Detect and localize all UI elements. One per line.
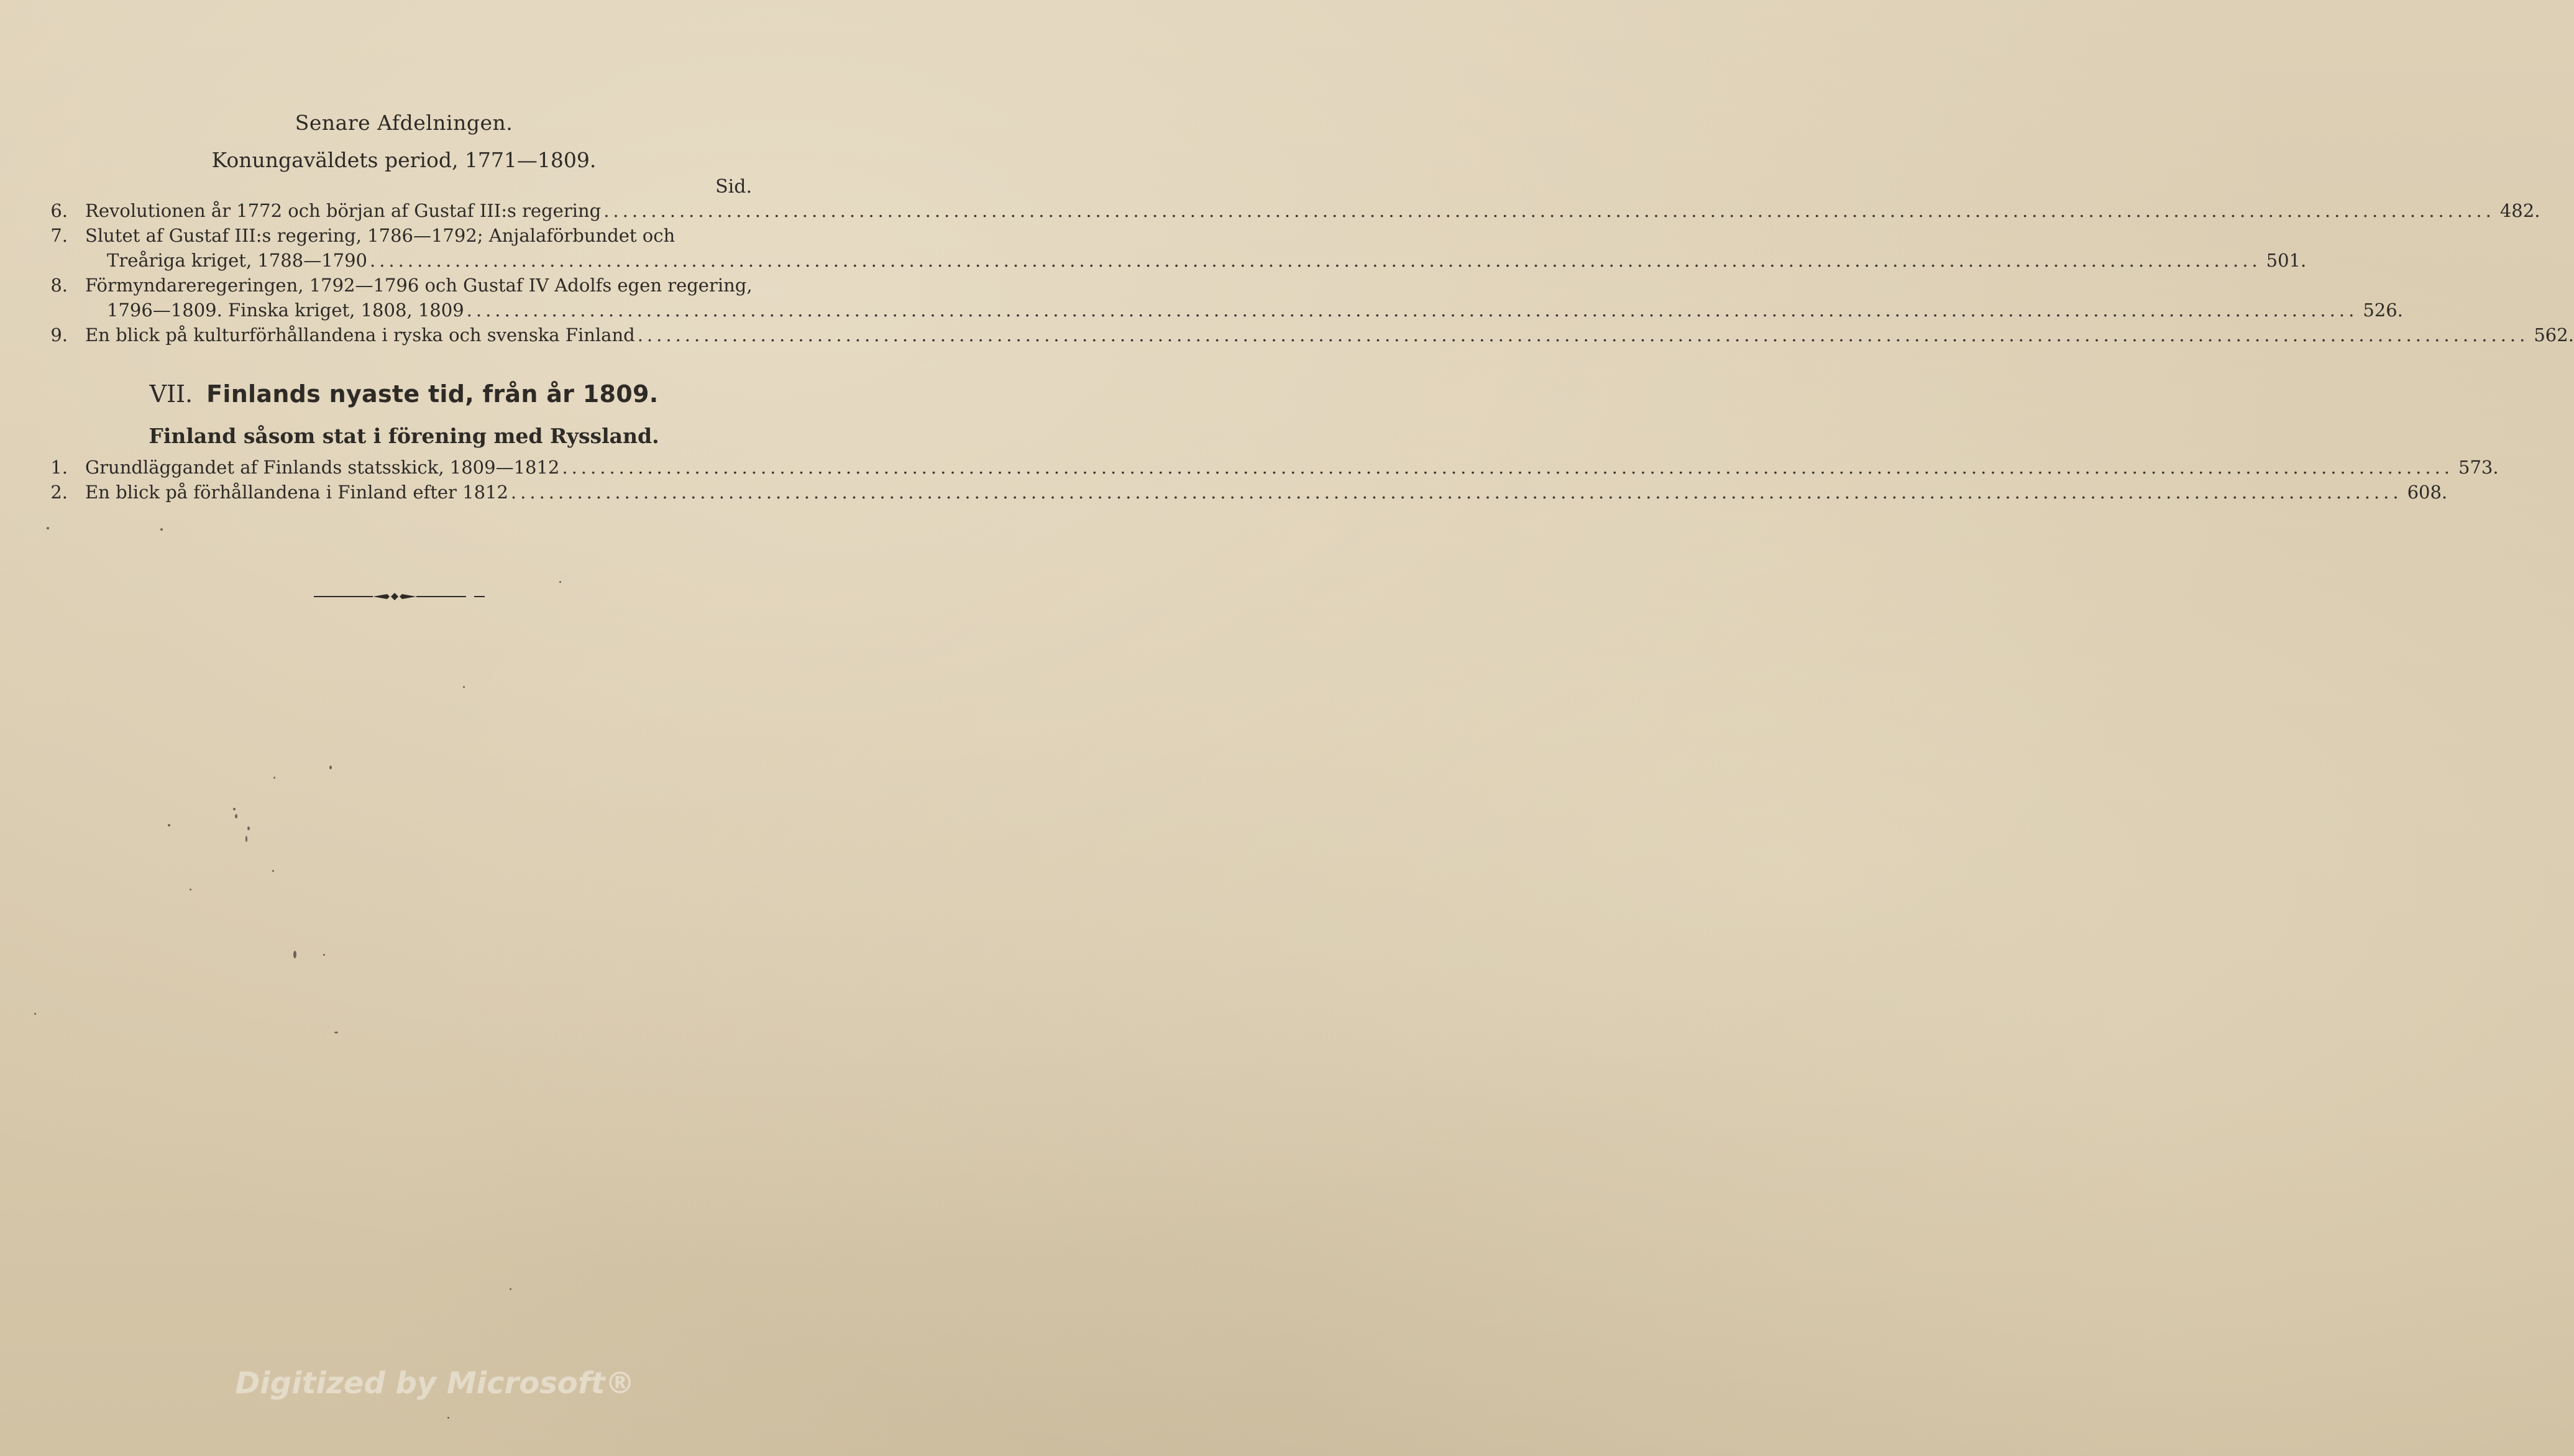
toc-entry-title: En blick på förhållandena i Finland efter 1812: [85, 482, 508, 503]
period-title: Konungaväldets period, 1771—1809.: [211, 148, 597, 172]
leader-dots: ........................................................................................................................................................................................................: [562, 457, 2454, 478]
paper-speck: [272, 870, 274, 872]
toc-entry: [47, 223, 2307, 273]
toc-entry-number: 9.: [50, 324, 68, 346]
leader-dots: ........................................................................................................................................................................................................: [637, 324, 2529, 346]
toc-entry-line: [85, 323, 2574, 347]
paper-speck: [463, 686, 465, 688]
toc-entry-line: [85, 273, 752, 298]
paper-speck: [168, 824, 170, 826]
part-title: Senare Afdelningen.: [295, 111, 513, 135]
paper-speck: [47, 527, 49, 529]
paper-speck: [247, 826, 250, 830]
leader-dots: ........................................................................................................................................................................................................: [370, 250, 2261, 271]
toc-entry: [47, 455, 2499, 480]
section-heading: Finlands nyaste tid, från år 1809.: [206, 380, 659, 408]
toc-entry-title: Revolutionen år 1772 och början af Gustaf III:s regering: [85, 200, 602, 221]
leader-dots: ........................................................................................................................................................................................................: [510, 482, 2402, 503]
toc-entry-title: Förmyndareregeringen, 1792—1796 och Gustaf IV Adolfs egen regering,: [85, 275, 753, 296]
page-column-label: Sid.: [715, 176, 752, 198]
toc-entry-line: [85, 480, 2448, 505]
paper-speck: [160, 528, 163, 531]
paper-speck: [245, 836, 247, 842]
toc-page-number: 573.: [2458, 457, 2499, 478]
paper-speck: [190, 889, 191, 891]
toc-page-number: 526.: [2363, 300, 2403, 321]
paper-speck: [34, 1013, 36, 1015]
toc-entry-title: Grundläggandet af Finlands statsskick, 1809—1812: [85, 457, 560, 478]
toc-entry-line: [85, 223, 752, 248]
paper-speck: [334, 1032, 338, 1033]
section-number: VII.: [149, 380, 193, 408]
toc-entry-line: [85, 455, 2499, 480]
toc-entry-number: 7.: [50, 225, 68, 246]
paper-speck: [235, 814, 237, 818]
toc-list-b: [47, 455, 2499, 505]
toc-entry-title: Treåriga kriget, 1788—1790: [107, 250, 367, 271]
paper-speck: [329, 766, 332, 769]
toc-entry-title: 1796—1809. Finska kriget, 1808, 1809: [107, 300, 464, 321]
toc-entry-title: En blick på kulturförhållandena i ryska och svenska Finland: [85, 324, 635, 346]
toc-entry-number: 1.: [50, 457, 68, 478]
paper-speck: [559, 581, 561, 583]
ornament-divider-icon: [314, 589, 488, 604]
leader-dots: ........................................................................................................................................................................................................: [466, 300, 2358, 321]
section-title: [0, 380, 808, 408]
toc-entry: [47, 198, 2540, 223]
paper-speck: [293, 951, 296, 958]
toc-entry-number: 2.: [50, 482, 68, 503]
toc-page-number: 608.: [2407, 482, 2448, 503]
paper-speck: [273, 777, 275, 779]
toc-entry-number: 8.: [50, 275, 68, 296]
toc-entry-title: Slutet af Gustaf III:s regering, 1786—1792; Anjalaförbundet och: [85, 225, 676, 246]
toc-entry: [47, 480, 2448, 505]
paper-speck: [233, 808, 236, 810]
toc-page-number: 562.: [2534, 324, 2574, 346]
paper-speck: [510, 1288, 511, 1290]
toc-entry-line: [85, 248, 2307, 273]
toc-entry-line: [85, 198, 2540, 223]
toc-entry: [47, 323, 2574, 347]
watermark: Digitized by Microsoft®: [235, 1366, 635, 1401]
section-subtitle: Finland såsom stat i förening med Ryssland.: [149, 424, 659, 448]
toc-entry-number: 6.: [50, 200, 68, 221]
toc-list-a: [47, 198, 2574, 347]
paper-speck: [323, 954, 325, 956]
leader-dots: ........................................................................................................................................................................................................: [603, 200, 2495, 221]
toc-entry: [47, 273, 2403, 323]
toc-page-number: 482.: [2499, 200, 2540, 221]
paper-speck: [447, 1417, 449, 1419]
toc-page-number: 501.: [2266, 250, 2307, 271]
toc-entry-line: [85, 298, 2403, 323]
